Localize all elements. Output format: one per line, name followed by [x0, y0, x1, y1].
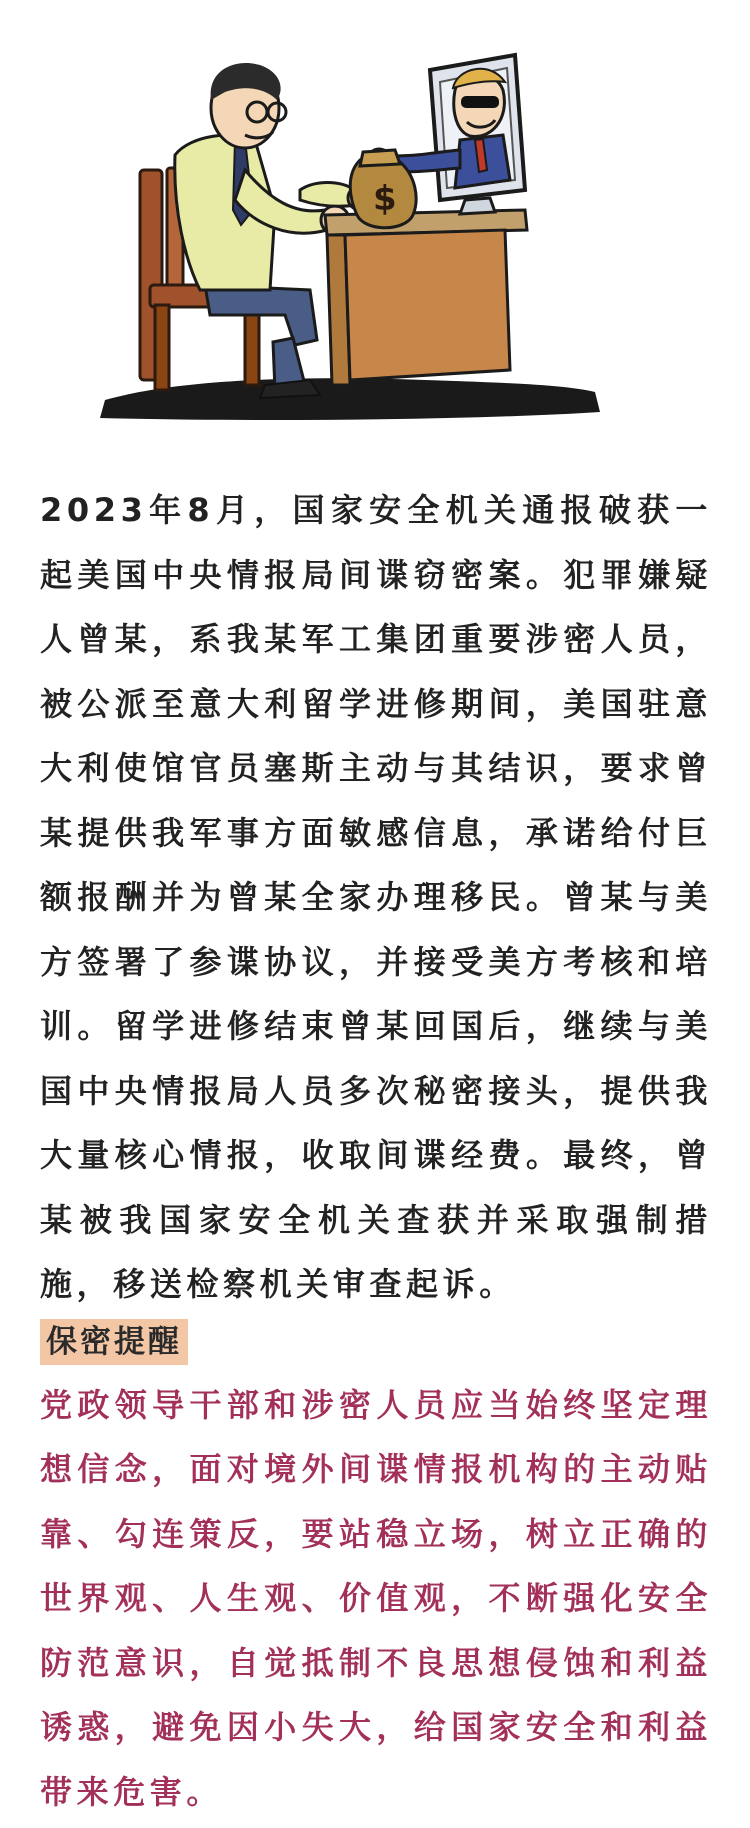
section-title-badge: 保密提醒: [40, 1319, 188, 1365]
case-paragraph: 2023年8月，国家安全机关通报破获一起美国中央情报局间谍窃密案。犯罪嫌疑人曾某，系我某军工集团重要涉密人员，被公派至意大利留学进修期间，美国驻意大利使馆官员塞斯主动与其结识，要求曾某提供我军事方面敏感信息，承诺给付巨额报酬并为曾某全家办理移民。曾某与美方签署了参谍协议，并接受美方考核和培训。留学进修结束曾某回国后，继续与美国中央情报局人员多次秘密接头，提供我大量核心情报，收取间谍经费。最终，曾某被我国家安全机关查获并采取强制措施，移送检察机关审查起诉。: [40, 491, 712, 1303]
article: [40, 478, 712, 1824]
reminder-paragraph: 党政领导干部和涉密人员应当始终坚定理想信念，面对境外间谍情报机构的主动贴靠、勾连策反，要站稳立场，树立正确的世界观、人生观、价值观，不断强化安全防范意识，自觉抵制不良思想侵蚀和利益诱惑，避免因小失大，给国家安全和利益带来危害。: [40, 1385, 712, 1811]
dollar-sign: $: [373, 179, 397, 219]
espionage-illustration: [95, 40, 615, 440]
desk: [325, 210, 527, 385]
